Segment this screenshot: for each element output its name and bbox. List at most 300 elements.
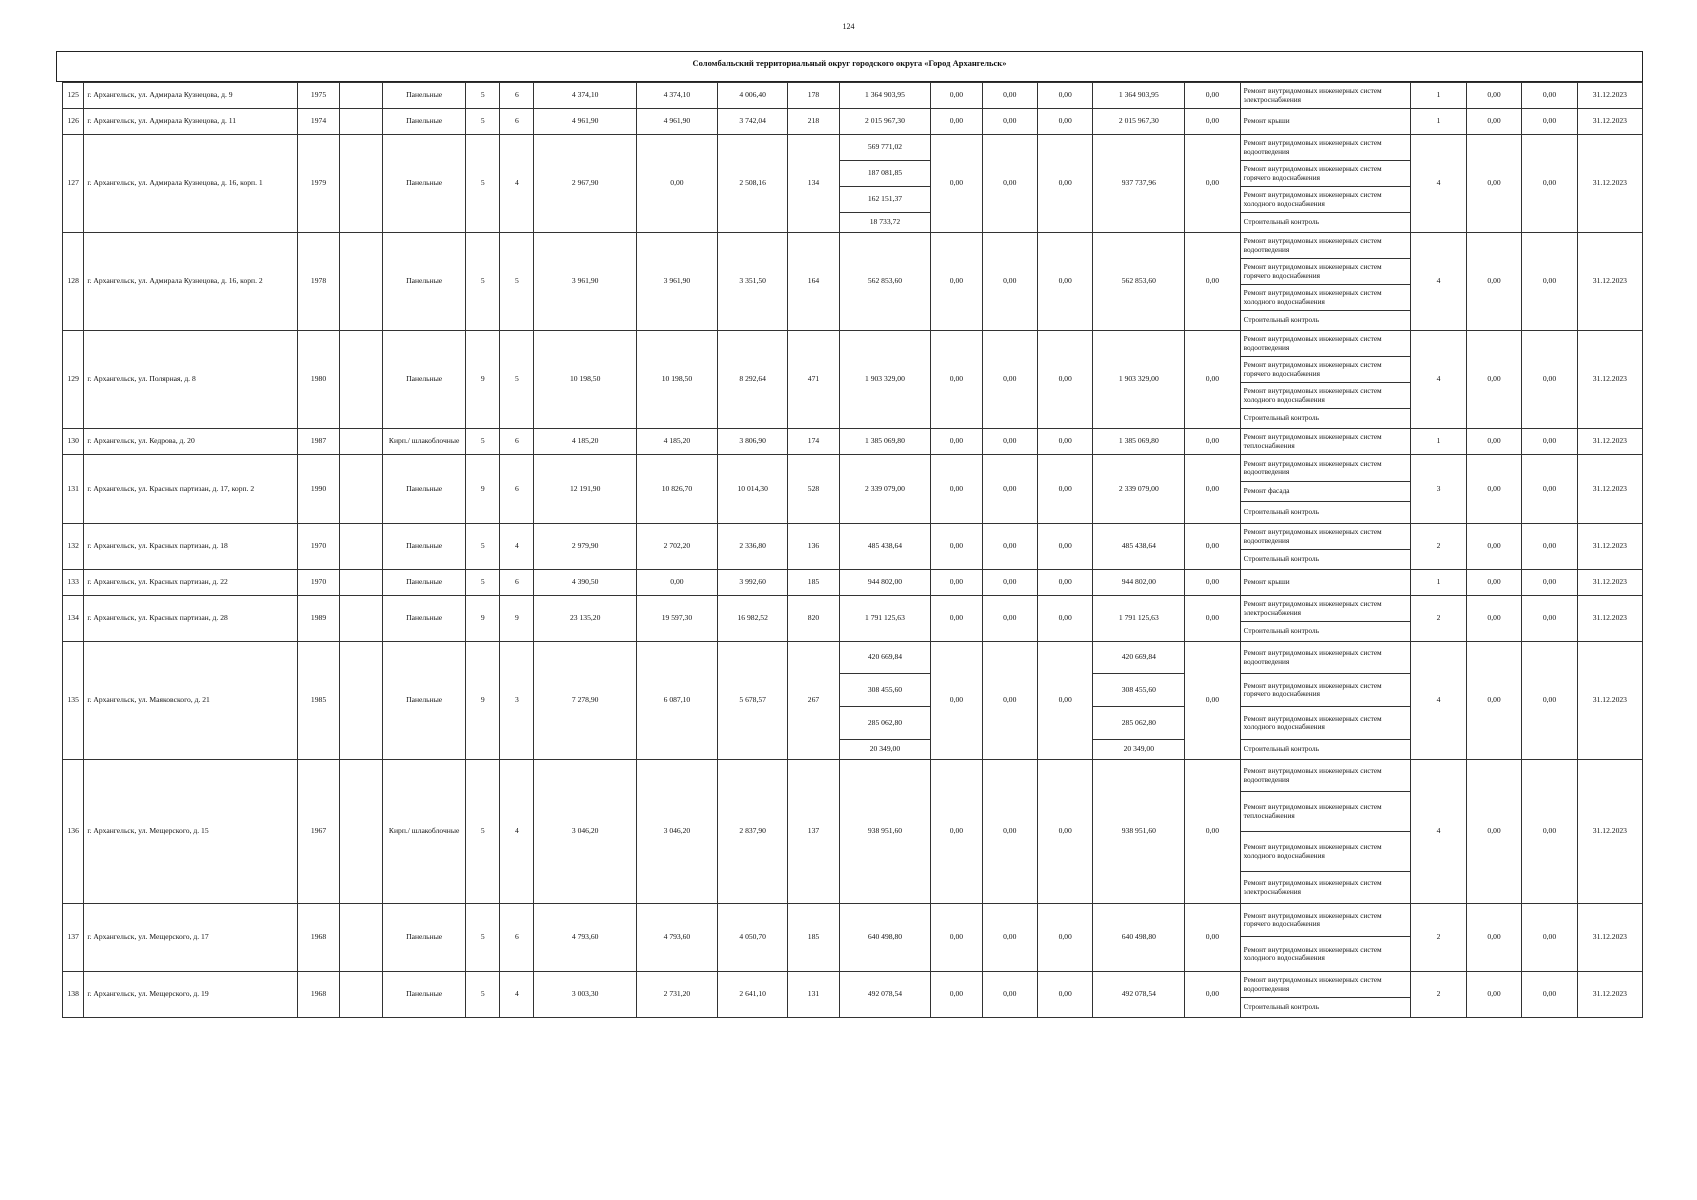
- year-cell: 1967: [297, 760, 340, 904]
- fund-cell: 0,00: [982, 760, 1037, 904]
- year-cell: 1987: [297, 429, 340, 455]
- district-title: Соломбальский территориальный округ городского округа «Город Архангельск»: [692, 58, 1007, 68]
- work-type-cell: Строительный контроль: [1240, 740, 1411, 760]
- total-area-cell: 4 185,20: [534, 429, 636, 455]
- row-number: 125: [63, 83, 84, 109]
- wall-material-cell: Панельные: [383, 233, 466, 331]
- year-cell: 1970: [297, 524, 340, 570]
- work-type-cell: Ремонт внутридомовых инженерных систем электроснабжения: [1240, 596, 1411, 622]
- fund-cell: 0,00: [1185, 760, 1240, 904]
- repair-cost-cell: 492 078,54: [839, 972, 931, 1018]
- total-area-cell: 3 961,90: [534, 233, 636, 331]
- wall-material-cell: Панельные: [383, 109, 466, 135]
- completion-date-cell: 31.12.2023: [1577, 570, 1642, 596]
- empty-cell: [340, 455, 383, 524]
- empty-cell: [340, 429, 383, 455]
- area-cell: 4 374,10: [636, 83, 717, 109]
- fund-cell: 0,00: [1185, 524, 1240, 570]
- living-area-cell: 2 508,16: [717, 135, 787, 233]
- row-number: 135: [63, 642, 84, 760]
- fund-cell: 0,00: [1466, 135, 1521, 233]
- repair-cost-cell: 18 733,72: [839, 213, 931, 233]
- year-cell: 1979: [297, 135, 340, 233]
- completion-date-cell: 31.12.2023: [1577, 83, 1642, 109]
- repair-cost-cell: 938 951,60: [839, 760, 931, 904]
- work-type-cell: Ремонт внутридомовых инженерных систем холодного водоснабжения: [1240, 937, 1411, 972]
- wall-material-cell: Панельные: [383, 642, 466, 760]
- year-cell: 1989: [297, 596, 340, 642]
- fund-cell: 0,00: [1185, 972, 1240, 1018]
- work-type-cell: Ремонт внутридомовых инженерных систем холодного водоснабжения: [1240, 832, 1411, 872]
- table-row: [63, 524, 1643, 550]
- address-cell: г. Архангельск, ул. Адмирала Кузнецова, д. 16, корп. 1: [84, 135, 297, 233]
- fund-cell: 0,00: [931, 524, 982, 570]
- residents-cell: 820: [788, 596, 839, 642]
- fund-cell: 0,00: [1466, 233, 1521, 331]
- row-number: 134: [63, 596, 84, 642]
- area-cell: 3 046,20: [636, 760, 717, 904]
- fund-cell: 0,00: [931, 570, 982, 596]
- row-number: 130: [63, 429, 84, 455]
- year-cell: 1968: [297, 972, 340, 1018]
- row-number: 127: [63, 135, 84, 233]
- fund-cell: 0,00: [982, 83, 1037, 109]
- work-type-cell: Ремонт крыши: [1240, 109, 1411, 135]
- total-area-cell: 23 135,20: [534, 596, 636, 642]
- work-count-cell: 1: [1411, 109, 1466, 135]
- fund-cell: 0,00: [1522, 570, 1577, 596]
- fund-cell: 0,00: [1037, 972, 1092, 1018]
- entrances-cell: 6: [500, 109, 534, 135]
- fund-cell: 0,00: [1037, 135, 1092, 233]
- fund-cell: 0,00: [1037, 524, 1092, 570]
- completion-date-cell: 31.12.2023: [1577, 596, 1642, 642]
- completion-date-cell: 31.12.2023: [1577, 524, 1642, 570]
- fund-cell: 0,00: [982, 972, 1037, 1018]
- owner-funds-cell: 938 951,60: [1093, 760, 1185, 904]
- area-cell: 10 826,70: [636, 455, 717, 524]
- repair-cost-cell: 944 802,00: [839, 570, 931, 596]
- living-area-cell: 4 006,40: [717, 83, 787, 109]
- work-count-cell: 3: [1411, 455, 1466, 524]
- row-number: 126: [63, 109, 84, 135]
- owner-funds-cell: 285 062,80: [1093, 707, 1185, 740]
- wall-material-cell: Панельные: [383, 596, 466, 642]
- work-type-cell: Ремонт внутридомовых инженерных систем холодного водоснабжения: [1240, 383, 1411, 409]
- owner-funds-cell: 1 364 903,95: [1093, 83, 1185, 109]
- address-cell: г. Архангельск, ул. Мещерского, д. 17: [84, 904, 297, 972]
- work-type-cell: Ремонт внутридомовых инженерных систем электроснабжения: [1240, 83, 1411, 109]
- address-cell: г. Архангельск, ул. Красных партизан, д. 22: [84, 570, 297, 596]
- total-area-cell: 10 198,50: [534, 331, 636, 429]
- fund-cell: 0,00: [1037, 109, 1092, 135]
- residents-cell: 218: [788, 109, 839, 135]
- fund-cell: 0,00: [982, 570, 1037, 596]
- floors-cell: 5: [466, 233, 500, 331]
- residents-cell: 134: [788, 135, 839, 233]
- fund-cell: 0,00: [931, 760, 982, 904]
- residents-cell: 528: [788, 455, 839, 524]
- repair-cost-cell: 1 903 329,00: [839, 331, 931, 429]
- work-type-cell: Ремонт внутридомовых инженерных систем водоотведения: [1240, 642, 1411, 674]
- fund-cell: 0,00: [1185, 570, 1240, 596]
- year-cell: 1968: [297, 904, 340, 972]
- table-row: [63, 233, 1643, 259]
- row-number: 137: [63, 904, 84, 972]
- owner-funds-cell: 420 669,84: [1093, 642, 1185, 674]
- fund-cell: 0,00: [1185, 83, 1240, 109]
- fund-cell: 0,00: [1037, 760, 1092, 904]
- fund-cell: 0,00: [1522, 760, 1577, 904]
- entrances-cell: 4: [500, 972, 534, 1018]
- work-count-cell: 4: [1411, 642, 1466, 760]
- fund-cell: 0,00: [931, 109, 982, 135]
- table-row: [63, 904, 1643, 937]
- empty-cell: [340, 904, 383, 972]
- fund-cell: 0,00: [1185, 596, 1240, 642]
- floors-cell: 5: [466, 570, 500, 596]
- year-cell: 1978: [297, 233, 340, 331]
- row-number: 129: [63, 331, 84, 429]
- fund-cell: 0,00: [1466, 83, 1521, 109]
- living-area-cell: 16 982,52: [717, 596, 787, 642]
- owner-funds-cell: 1 903 329,00: [1093, 331, 1185, 429]
- fund-cell: 0,00: [931, 455, 982, 524]
- fund-cell: 0,00: [1522, 429, 1577, 455]
- table-row: [63, 972, 1643, 998]
- empty-cell: [340, 760, 383, 904]
- fund-cell: 0,00: [1185, 331, 1240, 429]
- year-cell: 1970: [297, 570, 340, 596]
- work-type-cell: Ремонт внутридомовых инженерных систем горячего водоснабжения: [1240, 904, 1411, 937]
- address-cell: г. Архангельск, ул. Адмирала Кузнецова, д. 9: [84, 83, 297, 109]
- work-type-cell: Ремонт внутридомовых инженерных систем горячего водоснабжения: [1240, 161, 1411, 187]
- living-area-cell: 5 678,57: [717, 642, 787, 760]
- table-row: [63, 596, 1643, 622]
- floors-cell: 9: [466, 642, 500, 760]
- entrances-cell: 4: [500, 135, 534, 233]
- completion-date-cell: 31.12.2023: [1577, 233, 1642, 331]
- fund-cell: 0,00: [1466, 596, 1521, 642]
- work-type-cell: Ремонт внутридомовых инженерных систем горячего водоснабжения: [1240, 259, 1411, 285]
- work-type-cell: Строительный контроль: [1240, 998, 1411, 1018]
- work-type-cell: Ремонт внутридомовых инженерных систем водоотведения: [1240, 760, 1411, 792]
- area-cell: 2 731,20: [636, 972, 717, 1018]
- work-type-cell: Ремонт внутридомовых инженерных систем водоотведения: [1240, 233, 1411, 259]
- table-row: [63, 760, 1643, 792]
- fund-cell: 0,00: [1522, 596, 1577, 642]
- total-area-cell: 4 374,10: [534, 83, 636, 109]
- empty-cell: [340, 642, 383, 760]
- repair-cost-cell: 2 015 967,30: [839, 109, 931, 135]
- completion-date-cell: 31.12.2023: [1577, 135, 1642, 233]
- empty-cell: [340, 524, 383, 570]
- work-type-cell: Ремонт внутридомовых инженерных систем холодного водоснабжения: [1240, 707, 1411, 740]
- owner-funds-cell: 937 737,96: [1093, 135, 1185, 233]
- floors-cell: 5: [466, 109, 500, 135]
- fund-cell: 0,00: [1522, 972, 1577, 1018]
- work-type-cell: Строительный контроль: [1240, 409, 1411, 429]
- fund-cell: 0,00: [982, 109, 1037, 135]
- floors-cell: 5: [466, 429, 500, 455]
- total-area-cell: 7 278,90: [534, 642, 636, 760]
- owner-funds-cell: 20 349,00: [1093, 740, 1185, 760]
- fund-cell: 0,00: [1185, 135, 1240, 233]
- entrances-cell: 5: [500, 331, 534, 429]
- empty-cell: [340, 331, 383, 429]
- fund-cell: 0,00: [1185, 455, 1240, 524]
- floors-cell: 9: [466, 596, 500, 642]
- area-cell: 0,00: [636, 570, 717, 596]
- work-type-cell: Ремонт внутридомовых инженерных систем водоотведения: [1240, 135, 1411, 161]
- area-cell: 10 198,50: [636, 331, 717, 429]
- address-cell: г. Архангельск, ул. Адмирала Кузнецова, д. 11: [84, 109, 297, 135]
- fund-cell: 0,00: [1466, 109, 1521, 135]
- fund-cell: 0,00: [1522, 83, 1577, 109]
- fund-cell: 0,00: [1522, 109, 1577, 135]
- page-number: 124: [842, 22, 855, 31]
- floors-cell: 5: [466, 972, 500, 1018]
- row-number: 132: [63, 524, 84, 570]
- total-area-cell: 2 979,90: [534, 524, 636, 570]
- work-type-cell: Строительный контроль: [1240, 311, 1411, 331]
- total-area-cell: 4 961,90: [534, 109, 636, 135]
- work-type-cell: Ремонт внутридомовых инженерных систем водоотведения: [1240, 972, 1411, 998]
- entrances-cell: 9: [500, 596, 534, 642]
- total-area-cell: 12 191,90: [534, 455, 636, 524]
- address-cell: г. Архангельск, ул. Кедрова, д. 20: [84, 429, 297, 455]
- fund-cell: 0,00: [1466, 570, 1521, 596]
- work-count-cell: 2: [1411, 972, 1466, 1018]
- entrances-cell: 4: [500, 760, 534, 904]
- fund-cell: 0,00: [1522, 904, 1577, 972]
- fund-cell: 0,00: [982, 233, 1037, 331]
- total-area-cell: 4 793,60: [534, 904, 636, 972]
- row-number: 138: [63, 972, 84, 1018]
- area-cell: 4 961,90: [636, 109, 717, 135]
- fund-cell: 0,00: [1037, 904, 1092, 972]
- address-cell: г. Архангельск, ул. Красных партизан, д. 28: [84, 596, 297, 642]
- fund-cell: 0,00: [982, 429, 1037, 455]
- year-cell: 1985: [297, 642, 340, 760]
- work-count-cell: 1: [1411, 570, 1466, 596]
- owner-funds-cell: 485 438,64: [1093, 524, 1185, 570]
- fund-cell: 0,00: [1037, 83, 1092, 109]
- fund-cell: 0,00: [931, 331, 982, 429]
- work-count-cell: 2: [1411, 904, 1466, 972]
- area-cell: 0,00: [636, 135, 717, 233]
- fund-cell: 0,00: [982, 455, 1037, 524]
- fund-cell: 0,00: [1522, 524, 1577, 570]
- fund-cell: 0,00: [982, 135, 1037, 233]
- entrances-cell: 3: [500, 642, 534, 760]
- owner-funds-cell: 562 853,60: [1093, 233, 1185, 331]
- living-area-cell: 3 351,50: [717, 233, 787, 331]
- owner-funds-cell: 640 498,80: [1093, 904, 1185, 972]
- fund-cell: 0,00: [1522, 135, 1577, 233]
- completion-date-cell: 31.12.2023: [1577, 904, 1642, 972]
- owner-funds-cell: 944 802,00: [1093, 570, 1185, 596]
- living-area-cell: 2 641,10: [717, 972, 787, 1018]
- fund-cell: 0,00: [931, 83, 982, 109]
- floors-cell: 5: [466, 524, 500, 570]
- address-cell: г. Архангельск, ул. Мещерского, д. 19: [84, 972, 297, 1018]
- total-area-cell: 4 390,50: [534, 570, 636, 596]
- repair-cost-cell: 187 081,85: [839, 161, 931, 187]
- wall-material-cell: Кирп./ шлакоблочные: [383, 429, 466, 455]
- repair-register-table: [62, 82, 1643, 1018]
- total-area-cell: 2 967,90: [534, 135, 636, 233]
- year-cell: 1975: [297, 83, 340, 109]
- table-row: [63, 455, 1643, 482]
- table-body: [63, 83, 1643, 1018]
- residents-cell: 267: [788, 642, 839, 760]
- wall-material-cell: Кирп./ шлакоблочные: [383, 760, 466, 904]
- fund-cell: 0,00: [1466, 904, 1521, 972]
- area-cell: 4 793,60: [636, 904, 717, 972]
- residents-cell: 174: [788, 429, 839, 455]
- wall-material-cell: Панельные: [383, 455, 466, 524]
- living-area-cell: 10 014,30: [717, 455, 787, 524]
- work-type-cell: Ремонт внутридомовых инженерных систем водоотведения: [1240, 524, 1411, 550]
- work-count-cell: 1: [1411, 429, 1466, 455]
- repair-cost-cell: 1 385 069,80: [839, 429, 931, 455]
- completion-date-cell: 31.12.2023: [1577, 760, 1642, 904]
- fund-cell: 0,00: [1185, 642, 1240, 760]
- residents-cell: 164: [788, 233, 839, 331]
- address-cell: г. Архангельск, ул. Маяковского, д. 21: [84, 642, 297, 760]
- fund-cell: 0,00: [1522, 642, 1577, 760]
- living-area-cell: 3 806,90: [717, 429, 787, 455]
- floors-cell: 5: [466, 83, 500, 109]
- fund-cell: 0,00: [931, 642, 982, 760]
- residents-cell: 136: [788, 524, 839, 570]
- work-type-cell: Ремонт внутридомовых инженерных систем электроснабжения: [1240, 872, 1411, 904]
- fund-cell: 0,00: [1466, 972, 1521, 1018]
- year-cell: 1974: [297, 109, 340, 135]
- work-type-cell: Ремонт внутридомовых инженерных систем теплоснабжения: [1240, 792, 1411, 832]
- living-area-cell: 4 050,70: [717, 904, 787, 972]
- total-area-cell: 3 046,20: [534, 760, 636, 904]
- wall-material-cell: Панельные: [383, 570, 466, 596]
- fund-cell: 0,00: [982, 904, 1037, 972]
- work-count-cell: 2: [1411, 524, 1466, 570]
- empty-cell: [340, 596, 383, 642]
- living-area-cell: 3 742,04: [717, 109, 787, 135]
- work-type-cell: Ремонт внутридомовых инженерных систем холодного водоснабжения: [1240, 285, 1411, 311]
- table-row: [63, 331, 1643, 357]
- living-area-cell: 8 292,64: [717, 331, 787, 429]
- fund-cell: 0,00: [931, 596, 982, 642]
- wall-material-cell: Панельные: [383, 331, 466, 429]
- work-count-cell: 1: [1411, 83, 1466, 109]
- work-type-cell: Ремонт фасада: [1240, 482, 1411, 502]
- fund-cell: 0,00: [1522, 455, 1577, 524]
- repair-cost-cell: 1 791 125,63: [839, 596, 931, 642]
- residents-cell: 185: [788, 570, 839, 596]
- floors-cell: 5: [466, 904, 500, 972]
- empty-cell: [340, 233, 383, 331]
- row-number: 133: [63, 570, 84, 596]
- repair-cost-cell: 20 349,00: [839, 740, 931, 760]
- wall-material-cell: Панельные: [383, 524, 466, 570]
- fund-cell: 0,00: [1037, 642, 1092, 760]
- work-count-cell: 2: [1411, 596, 1466, 642]
- repair-cost-cell: 2 339 079,00: [839, 455, 931, 524]
- work-type-cell: Строительный контроль: [1240, 213, 1411, 233]
- year-cell: 1980: [297, 331, 340, 429]
- fund-cell: 0,00: [1037, 429, 1092, 455]
- repair-cost-cell: 1 364 903,95: [839, 83, 931, 109]
- table-row: [63, 570, 1643, 596]
- area-cell: 4 185,20: [636, 429, 717, 455]
- completion-date-cell: 31.12.2023: [1577, 972, 1642, 1018]
- wall-material-cell: Панельные: [383, 83, 466, 109]
- fund-cell: 0,00: [1037, 331, 1092, 429]
- empty-cell: [340, 83, 383, 109]
- table-row: [63, 135, 1643, 161]
- work-type-cell: Строительный контроль: [1240, 550, 1411, 570]
- entrances-cell: 5: [500, 233, 534, 331]
- work-type-cell: Ремонт внутридомовых инженерных систем водоотведения: [1240, 331, 1411, 357]
- fund-cell: 0,00: [982, 596, 1037, 642]
- fund-cell: 0,00: [1522, 233, 1577, 331]
- fund-cell: 0,00: [931, 904, 982, 972]
- fund-cell: 0,00: [1466, 429, 1521, 455]
- work-type-cell: Ремонт внутридомовых инженерных систем водоотведения: [1240, 455, 1411, 482]
- fund-cell: 0,00: [1466, 524, 1521, 570]
- address-cell: г. Архангельск, ул. Мещерского, д. 15: [84, 760, 297, 904]
- work-type-cell: Ремонт внутридомовых инженерных систем теплоснабжения: [1240, 429, 1411, 455]
- entrances-cell: 6: [500, 904, 534, 972]
- entrances-cell: 6: [500, 455, 534, 524]
- address-cell: г. Архангельск, ул. Адмирала Кузнецова, д. 16, корп. 2: [84, 233, 297, 331]
- fund-cell: 0,00: [982, 331, 1037, 429]
- repair-cost-cell: 562 853,60: [839, 233, 931, 331]
- year-cell: 1990: [297, 455, 340, 524]
- repair-cost-cell: 420 669,84: [839, 642, 931, 674]
- owner-funds-cell: 2 339 079,00: [1093, 455, 1185, 524]
- work-count-cell: 4: [1411, 331, 1466, 429]
- empty-cell: [340, 570, 383, 596]
- area-cell: 6 087,10: [636, 642, 717, 760]
- work-count-cell: 4: [1411, 135, 1466, 233]
- fund-cell: 0,00: [982, 642, 1037, 760]
- fund-cell: 0,00: [1466, 760, 1521, 904]
- area-cell: 3 961,90: [636, 233, 717, 331]
- row-number: 128: [63, 233, 84, 331]
- fund-cell: 0,00: [1466, 642, 1521, 760]
- area-cell: 2 702,20: [636, 524, 717, 570]
- work-type-cell: Ремонт внутридомовых инженерных систем горячего водоснабжения: [1240, 357, 1411, 383]
- work-type-cell: Строительный контроль: [1240, 622, 1411, 642]
- table-row: [63, 642, 1643, 674]
- residents-cell: 185: [788, 904, 839, 972]
- fund-cell: 0,00: [1037, 570, 1092, 596]
- owner-funds-cell: 1 385 069,80: [1093, 429, 1185, 455]
- work-type-cell: Ремонт крыши: [1240, 570, 1411, 596]
- work-count-cell: 4: [1411, 233, 1466, 331]
- address-cell: г. Архангельск, ул. Полярная, д. 8: [84, 331, 297, 429]
- repair-cost-cell: 285 062,80: [839, 707, 931, 740]
- wall-material-cell: Панельные: [383, 972, 466, 1018]
- floors-cell: 5: [466, 760, 500, 904]
- address-cell: г. Архангельск, ул. Красных партизан, д. 17, корп. 2: [84, 455, 297, 524]
- repair-cost-cell: 308 455,60: [839, 674, 931, 707]
- completion-date-cell: 31.12.2023: [1577, 455, 1642, 524]
- residents-cell: 131: [788, 972, 839, 1018]
- work-type-cell: Ремонт внутридомовых инженерных систем холодного водоснабжения: [1240, 187, 1411, 213]
